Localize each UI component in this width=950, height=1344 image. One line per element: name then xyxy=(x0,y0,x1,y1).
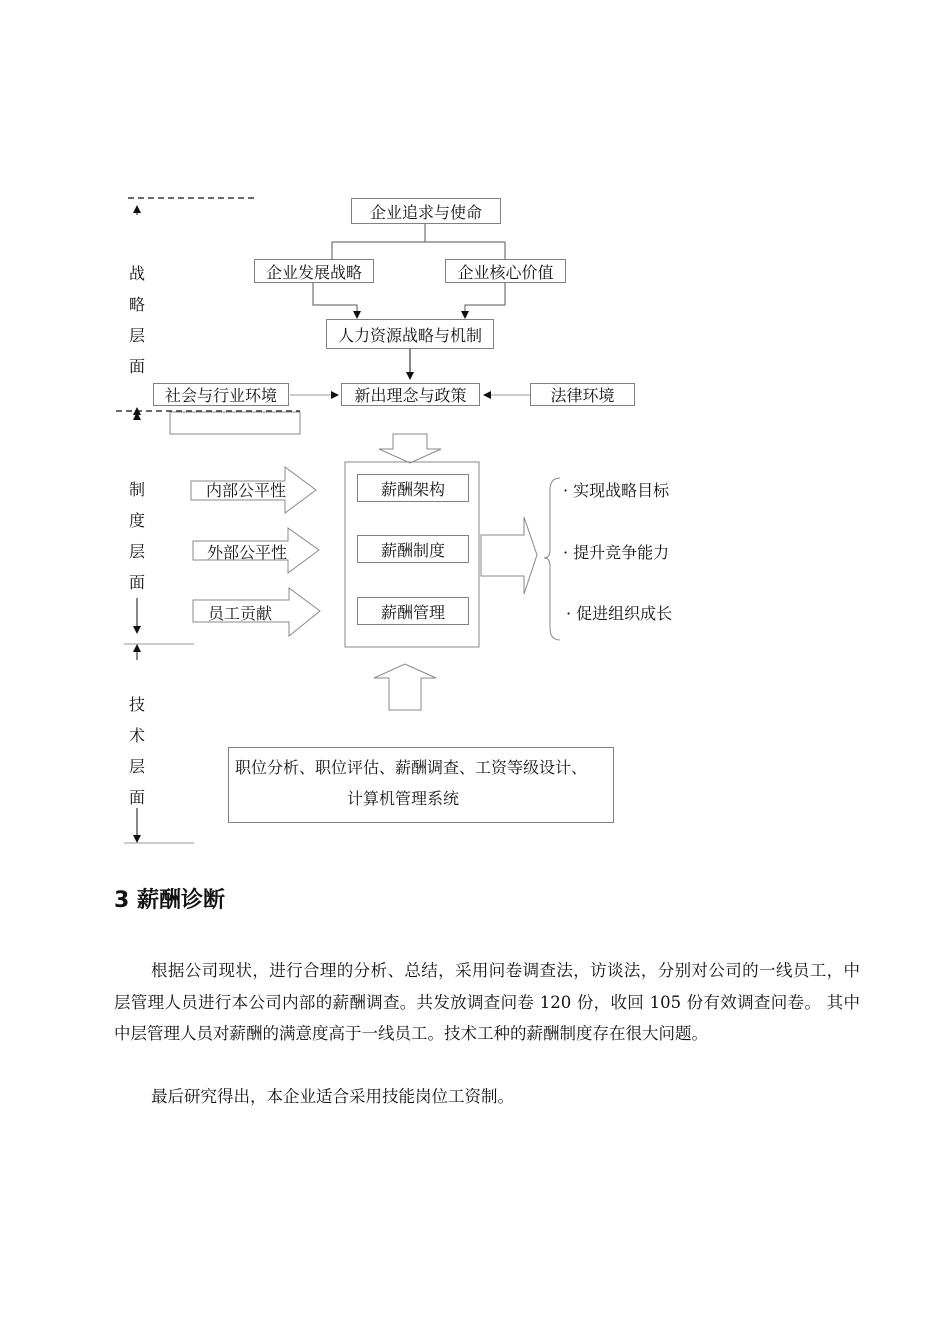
employee-contribution-label: 员工贡献 xyxy=(208,604,273,623)
output-arrow xyxy=(481,517,537,594)
level-char: 面 xyxy=(128,573,145,592)
body-paragraph-1: 根据公司现状，进行合理的分析、总结，采用问卷调查法，访谈法，分别对公司的一线员工，中层管理人员进行本公司内部的薪酬调查。共发放调查问卷 120 份，收回 105 份有效调查问卷。 其中中层管理人员对薪酬的满意度高于一线员工。技术工种的薪酬制度存在很大问题。 xyxy=(114,961,860,1043)
outcome-brace xyxy=(544,478,560,640)
level-char: 面 xyxy=(128,357,145,376)
compensation-management-box: 薪酬管理 xyxy=(357,597,469,625)
technical-tools-line2: 计算机管理系统 xyxy=(346,789,459,808)
outcome-competitiveness: · 提升竞争能力 xyxy=(563,543,670,562)
level-char: 度 xyxy=(128,511,145,530)
section-heading: 3 薪酬诊断 xyxy=(114,888,225,913)
body-paragraph-2: 最后研究得出，本企业适合采用技能岗位工资制。 xyxy=(151,1087,514,1106)
empty-box xyxy=(170,412,300,434)
compensation-system-box: 薪酬制度 xyxy=(357,535,469,563)
hr-strategy-box: 人力资源战略与机制 xyxy=(326,319,494,349)
level-char: 层 xyxy=(128,326,145,345)
level-char: 术 xyxy=(128,726,145,745)
outcome-organizational-growth: · 促进组织成长 xyxy=(566,604,673,623)
social-environment-box: 社会与行业环境 xyxy=(153,383,289,406)
level-char: 制 xyxy=(128,480,145,499)
level-char: 层 xyxy=(128,757,145,776)
development-strategy-box: 企业发展战略 xyxy=(254,259,374,283)
down-hollow-arrow xyxy=(379,434,441,463)
level-char: 层 xyxy=(128,542,145,561)
mission-box: 企业追求与使命 xyxy=(351,198,501,224)
up-hollow-arrow xyxy=(374,664,436,710)
technical-tools-box xyxy=(228,747,614,823)
level-char: 略 xyxy=(128,295,145,314)
internal-equity-label: 内部公平性 xyxy=(206,481,287,500)
level-char: 面 xyxy=(128,788,145,807)
level-char: 战 xyxy=(128,264,145,283)
new-concept-box: 新出理念与政策 xyxy=(341,383,480,406)
core-value-box: 企业核心价值 xyxy=(445,259,566,283)
external-equity-label: 外部公平性 xyxy=(207,543,288,562)
level-char: 技 xyxy=(128,695,145,714)
legal-environment-box: 法律环境 xyxy=(530,383,635,406)
technical-tools-line1: 职位分析、职位评估、薪酬调查、工资等级设计、 xyxy=(235,758,588,777)
outcome-strategic-goal: · 实现战略目标 xyxy=(563,481,670,500)
compensation-structure-box: 薪酬架构 xyxy=(357,474,469,502)
